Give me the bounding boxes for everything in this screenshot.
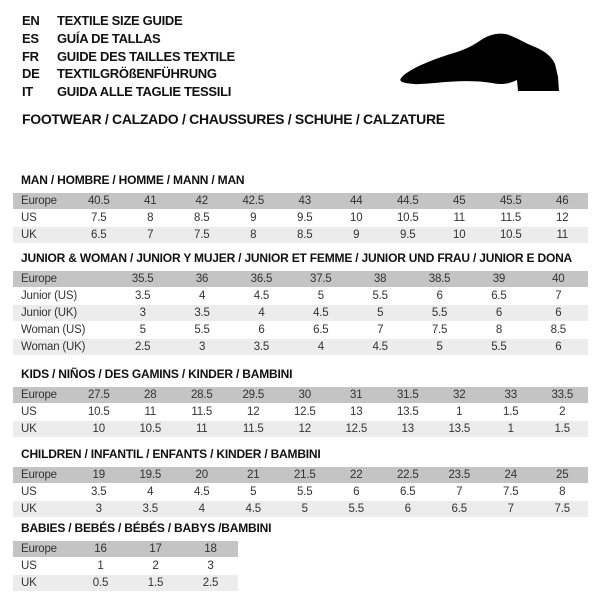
size-value: 4	[317, 341, 324, 353]
size-value: 6	[495, 307, 503, 319]
row-label: Europe	[21, 389, 57, 401]
table-row	[13, 484, 588, 501]
size-value: 4	[258, 307, 265, 319]
table-row	[13, 227, 588, 244]
size-value: 33.5	[551, 389, 574, 401]
row-label: Europe	[21, 469, 57, 481]
size-value: 6	[555, 341, 562, 353]
table-row	[13, 404, 588, 421]
size-value: 3.5	[91, 486, 107, 498]
size-value: 7.5	[91, 212, 107, 224]
size-value: 4	[198, 503, 205, 515]
size-value: 30	[298, 389, 311, 401]
category-line: FOOTWEAR / CALZADO / CHAUSSURES / SCHUHE / CALZATURE	[22, 111, 445, 127]
size-value: 6	[353, 486, 360, 498]
size-value: 5	[317, 290, 324, 302]
size-section-0	[13, 174, 588, 244]
size-value: 12.5	[345, 423, 368, 435]
size-value: 5	[250, 486, 257, 498]
section-title: MAN / HOMBRE / HOMME / MANN / MAN	[21, 173, 245, 187]
table-row	[13, 558, 238, 575]
size-value: 1	[97, 560, 104, 572]
row-label: US	[21, 406, 37, 418]
size-value: 5	[301, 503, 308, 515]
size-value: 31.5	[396, 389, 419, 401]
size-value: 3.5	[142, 503, 158, 515]
size-value: 7	[377, 324, 384, 336]
size-value: 7	[555, 290, 562, 302]
size-value: 42.5	[242, 195, 265, 207]
size-value: 10.5	[396, 212, 419, 224]
row-label: Woman (US)	[21, 324, 86, 336]
size-value: 5.5	[348, 503, 364, 515]
row-label: Junior (US)	[21, 290, 77, 302]
size-value: 28.5	[190, 389, 213, 401]
size-value: 11	[144, 406, 157, 418]
size-value: 5.5	[297, 486, 313, 498]
size-value: 45	[453, 195, 466, 207]
size-value: 5	[436, 341, 443, 353]
size-value: 3.5	[253, 341, 270, 353]
size-value: 11.5	[242, 423, 264, 435]
table-row	[13, 305, 588, 322]
size-value: 7.5	[503, 486, 519, 498]
size-value: 9.5	[297, 212, 313, 224]
size-table	[13, 467, 588, 518]
language-code: EN	[22, 13, 40, 29]
size-value: 12	[556, 212, 569, 224]
size-value: 41	[144, 195, 157, 207]
size-value: 11.5	[500, 212, 522, 224]
language-row	[22, 47, 235, 65]
size-value: 6	[436, 290, 443, 302]
size-value: 32	[453, 389, 466, 401]
size-value: 1.5	[147, 577, 164, 589]
size-value: 7	[456, 486, 463, 498]
size-value: 10.5	[499, 229, 522, 241]
size-value: 37.5	[310, 273, 332, 285]
size-value: 6	[555, 307, 562, 319]
size-table	[13, 541, 588, 592]
size-value: 11	[195, 423, 208, 435]
language-row	[22, 30, 235, 48]
size-value: 42	[195, 195, 208, 207]
size-value: 5.5	[431, 307, 448, 319]
size-value: 4.5	[194, 486, 210, 498]
size-value: 11	[556, 229, 569, 241]
language-row	[22, 65, 235, 83]
table-row	[13, 421, 588, 438]
section-title: JUNIOR & WOMAN / JUNIOR Y MUJER / JUNIOR ET FEMME / JUNIOR UND FRAU / JUNIOR E DONA	[21, 251, 573, 265]
size-value: 3	[139, 307, 146, 319]
language-list	[22, 12, 235, 100]
language-row	[22, 12, 235, 30]
row-label: Europe	[21, 195, 57, 207]
size-value: 2.5	[202, 577, 219, 589]
size-value: 22	[350, 469, 363, 481]
size-value: 10.5	[87, 406, 110, 418]
size-value: 7.5	[194, 229, 210, 241]
language-code: ES	[22, 31, 39, 47]
row-label: Europe	[21, 543, 57, 555]
size-value: 21	[247, 469, 260, 481]
size-value: 3	[95, 503, 102, 515]
shoe-icon	[399, 33, 567, 97]
table-row	[13, 322, 588, 339]
row-label: UK	[21, 423, 37, 435]
size-value: 44	[350, 195, 363, 207]
size-value: 7.5	[554, 503, 570, 515]
size-value: 12.5	[293, 406, 316, 418]
size-value: 1.5	[503, 406, 519, 418]
size-value: 5.5	[491, 341, 507, 353]
size-value: 44.5	[396, 195, 419, 207]
size-table	[13, 271, 588, 356]
size-value: 13	[350, 406, 363, 418]
size-value: 5.5	[194, 324, 210, 336]
size-value: 1	[456, 406, 463, 418]
language-label: GUIDE DES TAILLES TEXTILE	[57, 48, 235, 64]
table-row	[13, 467, 588, 484]
size-value: 12	[298, 423, 311, 435]
size-value: 8.5	[297, 229, 313, 241]
size-value: 13.5	[448, 423, 471, 435]
size-value: 39	[492, 273, 506, 285]
section-title: CHILDREN / INFANTIL / ENFANTS / KINDER / BAMBINI	[21, 447, 321, 461]
size-value: 33	[504, 389, 517, 401]
size-value: 9	[250, 212, 257, 224]
size-value: 16	[94, 543, 107, 555]
size-value: 8	[495, 324, 503, 336]
size-section-2	[13, 368, 588, 438]
size-value: 35.5	[131, 273, 154, 285]
size-value: 19.5	[139, 469, 162, 481]
size-value: 8	[559, 486, 566, 498]
size-value: 4	[198, 290, 206, 302]
row-label: Woman (UK)	[21, 341, 86, 353]
row-label: UK	[21, 503, 37, 515]
size-value: 22.5	[396, 469, 419, 481]
size-value: 10.5	[139, 423, 162, 435]
table-row	[13, 541, 238, 558]
size-value: 0.5	[92, 577, 109, 589]
size-value: 27.5	[87, 389, 110, 401]
size-value: 8.5	[550, 324, 566, 336]
size-value: 36	[195, 273, 209, 285]
language-row	[22, 83, 235, 101]
size-value: 3	[207, 560, 214, 572]
size-value: 28	[144, 389, 157, 401]
table-row	[13, 575, 238, 592]
size-value: 1	[507, 423, 514, 435]
size-table	[13, 193, 588, 244]
size-value: 8	[250, 229, 257, 241]
size-value: 45.5	[499, 195, 522, 207]
table-row	[13, 193, 588, 210]
size-value: 7	[147, 229, 154, 241]
size-value: 43	[298, 195, 311, 207]
row-label: Europe	[21, 273, 57, 285]
language-label: GUIDA ALLE TAGLIE TESSILI	[57, 84, 232, 100]
language-label: TEXTILE SIZE GUIDE	[57, 13, 183, 29]
table-row	[13, 387, 588, 404]
size-value: 10	[453, 229, 466, 241]
size-value: 7.5	[431, 324, 448, 336]
size-value: 11.5	[191, 406, 213, 418]
size-value: 2	[559, 406, 566, 418]
language-label: TEXTILGRÖßENFÜHRUNG	[57, 66, 217, 82]
size-value: 13.5	[396, 406, 419, 418]
size-value: 8	[147, 212, 154, 224]
row-label: US	[21, 560, 37, 572]
size-value: 31	[350, 389, 363, 401]
size-value: 11	[453, 212, 466, 224]
size-value: 8.5	[194, 212, 210, 224]
size-value: 38	[373, 273, 387, 285]
size-value: 24	[504, 469, 517, 481]
size-value: 3.5	[194, 307, 210, 319]
size-value: 38.5	[428, 273, 451, 285]
size-value: 4.5	[313, 307, 329, 319]
size-value: 3	[198, 341, 206, 353]
size-value: 1.5	[554, 423, 570, 435]
table-row	[13, 210, 588, 227]
size-value: 36.5	[250, 273, 273, 285]
size-value: 5	[139, 324, 146, 336]
size-value: 10	[92, 423, 105, 435]
size-value: 6	[258, 324, 265, 336]
table-row	[13, 339, 588, 356]
size-value: 9	[353, 229, 360, 241]
size-value: 4	[147, 486, 154, 498]
size-value: 46	[556, 195, 569, 207]
size-value: 6	[404, 503, 411, 515]
size-value: 7	[507, 503, 514, 515]
size-value: 20	[195, 469, 208, 481]
size-value: 13	[401, 423, 414, 435]
size-value: 29.5	[242, 389, 265, 401]
language-code: IT	[22, 84, 33, 100]
size-section-3	[13, 448, 588, 518]
size-value: 5.5	[372, 290, 388, 302]
size-value: 40	[552, 273, 565, 285]
size-value: 10	[350, 212, 363, 224]
size-value: 2	[152, 560, 159, 572]
size-value: 4.5	[245, 503, 261, 515]
size-section-1	[13, 252, 588, 356]
language-code: FR	[22, 48, 39, 64]
table-row	[13, 288, 588, 305]
language-label: GUÍA DE TALLAS	[57, 31, 161, 47]
section-title: KIDS / NIÑOS / DES GAMINS / KINDER / BAMBINI	[21, 367, 293, 381]
size-value: 9.5	[400, 229, 416, 241]
size-value: 4.5	[253, 290, 270, 302]
size-value: 12	[247, 406, 260, 418]
row-label: UK	[21, 229, 37, 241]
size-value: 6.5	[491, 290, 507, 302]
size-value: 6.5	[313, 324, 329, 336]
size-value: 40.5	[87, 195, 110, 207]
size-value: 19	[92, 469, 105, 481]
row-label: Junior (UK)	[21, 307, 77, 319]
size-value: 6.5	[400, 486, 416, 498]
row-label: UK	[21, 577, 37, 589]
size-value: 4.5	[372, 341, 388, 353]
table-row	[13, 501, 588, 518]
size-value: 5	[377, 307, 384, 319]
row-label: US	[21, 486, 37, 498]
size-value: 25	[556, 469, 569, 481]
language-code: DE	[22, 66, 40, 82]
size-value: 17	[149, 543, 162, 555]
size-value: 3.5	[134, 290, 151, 302]
size-value: 6.5	[451, 503, 467, 515]
size-value: 21.5	[293, 469, 316, 481]
row-label: US	[21, 212, 37, 224]
table-row	[13, 271, 588, 288]
size-value: 18	[204, 543, 217, 555]
size-value: 6.5	[91, 229, 107, 241]
size-table	[13, 387, 588, 438]
size-value: 2.5	[134, 341, 151, 353]
size-value: 23.5	[448, 469, 471, 481]
size-section-4	[13, 522, 588, 592]
section-title: BABIES / BEBÉS / BÉBÉS / BABYS /BAMBINI	[21, 521, 272, 535]
